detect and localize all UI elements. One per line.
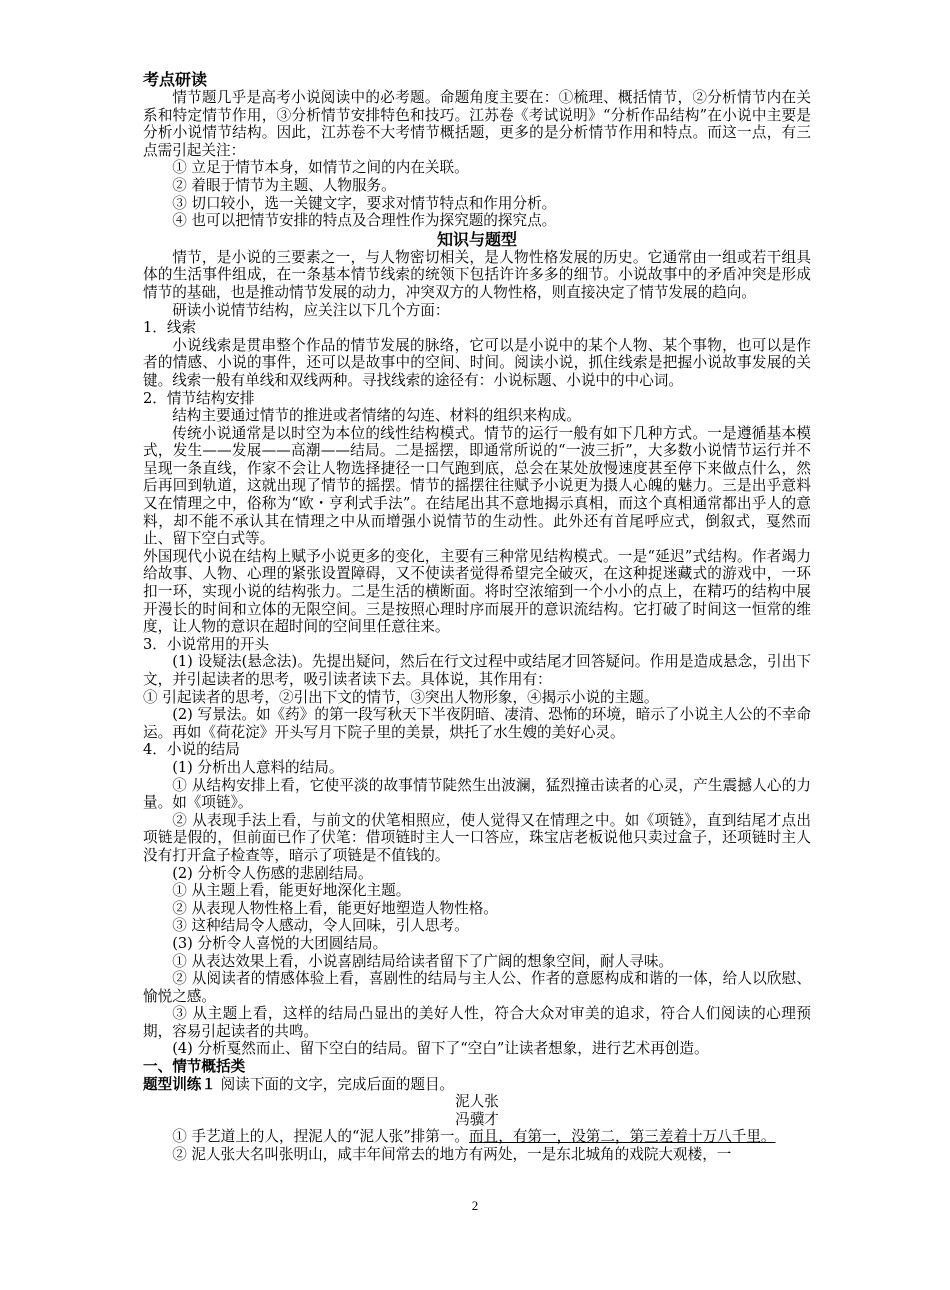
exercise-instruction: 阅读下面的文字，完成后面的题目。 — [220, 1075, 455, 1093]
intro-point-4: ④ 也可以把情节安排的特点及合理性作为探究题的探究点。 — [172, 212, 557, 230]
ending-item-11: ③ 从主题上看，这样的结局凸显出的美好人性，符合大众对审美的追求，符合人们阅读的心理预期，容易引起读者的共鸣。 — [143, 1005, 811, 1040]
structure-paragraph-3: 外国现代小说在结构上赋予小说更多的变化，主要有三种常见结构模式。一是“延迟”式结构。作者竭力给故事、人物、心理的紧张设置障碍，又不使读者觉得希望完全破灭，在这种捉迷藏式的游戏中，一环扣一环，实现小说的结构张力。二是生活的横断面。将时空浓缩到一个小小的点上，在精巧的结构中展开漫长的时间和立体的无限空间。三是按照心理时序而展开的意识流结构。它打破了时间这一恒常的维度，让人物的意识在超时间的空间里任意往来。 — [143, 547, 811, 636]
ending-item-8: (3) 分析令人喜悦的大团圆结局。 — [172, 934, 388, 952]
structure-paragraph-2: 传统小说通常是以时空为本位的线性结构模式。情节的运行一般有如下几种方式。一是遵循基本模式，发生——发展——高潮——结局。二是摇摆，即通常所说的“一波三折”，大多数小说情节运行并不呈现一条直线，作家不会让人物选择捷径一口气跑到底，总会在某处放慢速度甚至停下来做点什么，然后再回到轨道，这就出现了情节的摇摆。情节的摇摆往往赋予小说更为摄人心魄的魅力。三是出乎意料又在情理之中，俗称为“欧・亨利式手法”。在结尾出其不意地揭示真相，而这个真相通常都出乎人的意料，却不能不承认其在情理之中从而增强小说情节的生动性。此外还有首尾呼应式，倒叙式，戛然而止、留下空白式等。 — [143, 424, 811, 548]
story-underlined-sentence: 而且，有第一，没第二，第三差着十万八千里。 — [469, 1128, 776, 1146]
ending-item-2: ① 从结构安排上看，它使平淡的故事情节陡然生出波澜，猛烈撞击读者的心灵，产生震撼人心的力量。如《项链》。 — [143, 776, 811, 812]
story-paragraph-1 — [143, 1128, 811, 1146]
clue-paragraph: 小说线索是贯串整个作品的情节发展的脉络，它可以是小说中的某个人物、某个事物，也可以是作者的情感、小说的事件，还可以是故事中的空间、时间。阅读小说，抓住线索是把握小说故事发展的关键。线索一般有单线和双线两种。寻找线索的途径有：小说标题、小说中的中心词。 — [143, 336, 811, 389]
intro-paragraph: 情节题几乎是高考小说阅读中的必考题。命题角度主要在：①梳理、概括情节，②分析情节内在关系和特定情节作用，③分析情节安排特色和技巧。江苏卷《考试说明》“分析作品结构”在小说中主要是分析小说情节结构。因此，江苏卷不大考情节概括题，更多的是分析情节作用和特点。而这一点，有三点需引起关注： — [143, 89, 811, 159]
intro-point-2: ② 着眼于情节为主题、人物服务。 — [172, 176, 396, 194]
story-title: 泥人张 — [455, 1093, 499, 1111]
structure-paragraph-1: 结构主要通过情节的推进或者情绪的勾连、材料的组织来构成。 — [172, 407, 581, 425]
ending-item-1: (1) 分析出人意料的结局。 — [172, 758, 344, 776]
page-number: 2 — [471, 1198, 479, 1213]
document-page — [143, 70, 811, 1164]
knowledge-paragraph-1: 情节，是小说的三要素之一，与人物密切相关，是人物性格发展的历史。它通常由一组或若干组具体的生活事件组成，在一条基本情节线索的统领下包括许许多多的细节。小说故事中的矛盾冲突是形成情节的基础，也是推动情节发展的动力，冲突双方的人物性格，则直接决定了情节发展的趋向。 — [143, 248, 811, 301]
story-paragraph-1-text: ① 手艺道上的人，捏泥人的“泥人张”排第一。 — [172, 1128, 470, 1146]
exercise-label: 题型训练１ — [143, 1075, 216, 1093]
section-heading-study: 考点研读 — [143, 70, 208, 89]
subsection-title-opening: 3．小说常用的开头 — [143, 635, 270, 653]
subsection-title-ending: 4．小说的结局 — [143, 741, 240, 759]
opening-paragraph-1: (1) 设疑法(悬念法)。先提出疑问，然后在行文过程中或结尾才回答疑问。作用是造成悬念，引出下文，并引起读者的思考，吸引读者读下去。具体说，其作用有： — [143, 653, 811, 688]
knowledge-paragraph-2: 研读小说情节结构，应关注以下几个方面： — [172, 301, 450, 319]
intro-point-3: ③ 切口较小，选一关键文字，要求对情节特点和作用分析。 — [172, 194, 557, 212]
section-title-knowledge: 知识与题型 — [436, 229, 517, 249]
story-author: 冯骥才 — [455, 1110, 499, 1128]
story-paragraph-2: ② 泥人张大名叫张明山，咸丰年间常去的地方有两处，一是东北城角的戏院大观楼，一 — [172, 1146, 732, 1164]
ending-item-4: (2) 分析令人伤感的悲剧结局。 — [172, 864, 373, 882]
opening-paragraph-3: (2) 写景法。如《药》的第一段写秋天下半夜阴暗、凄清、恐怖的环境，暗示了小说主人公的不幸命运。再如《荷花淀》开头写月下院子里的美景，烘托了水生嫂的美好心灵。 — [143, 706, 811, 741]
part-one-title: 一、情节概括类 — [143, 1058, 246, 1076]
ending-item-10: ② 从阅读者的情感体验上看，喜剧性的结局与主人公、作者的意愿构成和谐的一体，给人以欣慰、愉悦之感。 — [143, 970, 811, 1005]
ending-item-6: ② 从表现人物性格上看，能更好地塑造人物性格。 — [172, 899, 498, 917]
intro-point-1: ① 立足于情节本身，如情节之间的内在关联。 — [172, 159, 469, 177]
subsection-title-clue: 1．线索 — [143, 319, 197, 337]
ending-item-9: ① 从表达效果上看，小说喜剧结局给读者留下了广阔的想象空间，耐人寻味。 — [172, 952, 674, 970]
exercise-instruction-line — [143, 1076, 811, 1094]
opening-paragraph-2: ① 引起读者的思考，②引出下文的情节，③突出人物形象，④揭示小说的主题。 — [143, 688, 659, 706]
ending-item-5: ① 从主题上看，能更好地深化主题。 — [172, 882, 411, 900]
ending-item-12: (4) 分析戛然而止、留下空白的结局。留下了“空白”让读者想象，进行艺术再创造。 — [172, 1040, 709, 1058]
ending-item-3: ② 从表现手法上看，与前文的伏笔相照应，使人觉得又在情理之中。如《项链》，直到结尾才点出项链是假的，但前面已作了伏笔：借项链时主人一口答应，珠宝店老板说他只卖过盒子，还项链时主人没有打开盒子检查等，暗示了项链是不值钱的。 — [143, 811, 811, 864]
subsection-title-structure: 2．情节结构安排 — [143, 389, 255, 407]
ending-item-7: ③ 这种结局令人感动，令人回味，引人思考。 — [172, 917, 469, 935]
